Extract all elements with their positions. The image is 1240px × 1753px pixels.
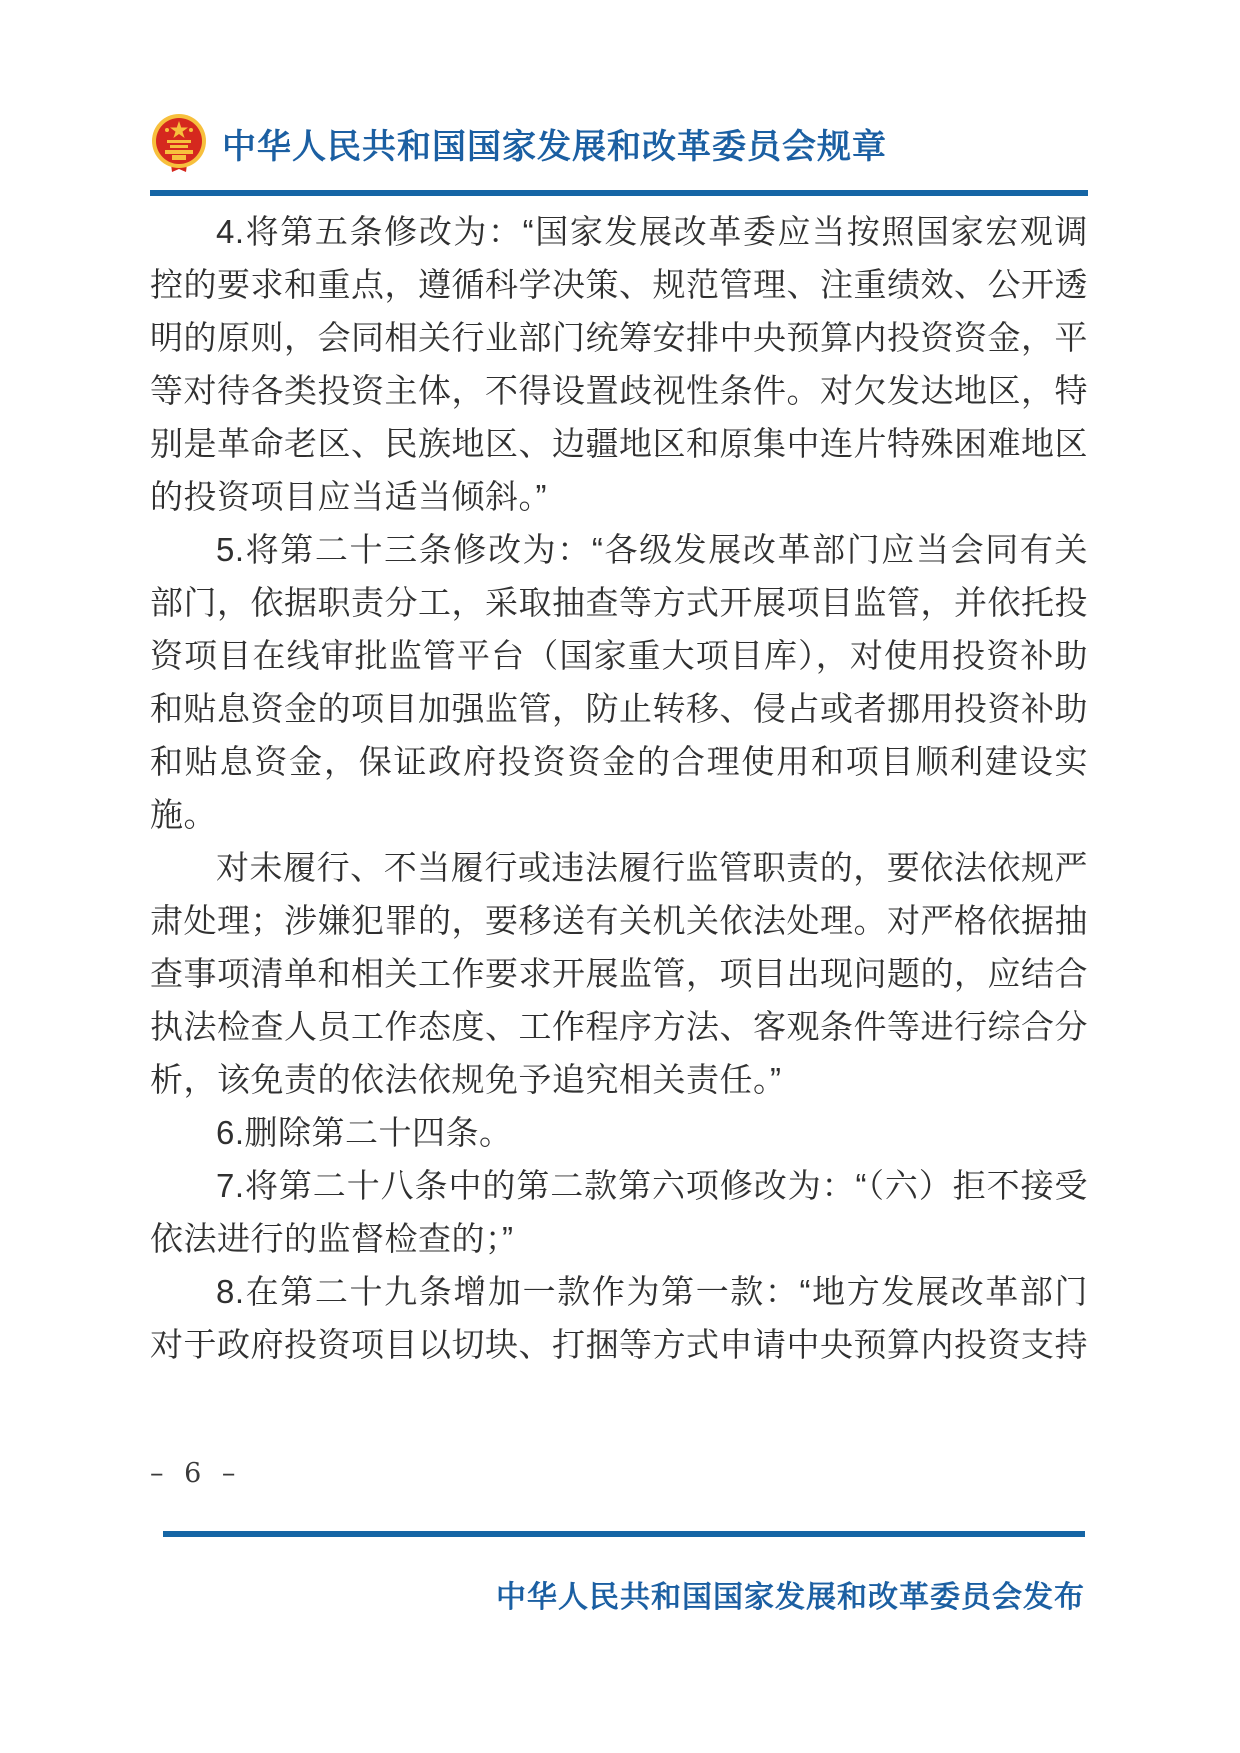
body-paragraph: 7.将第二十八条中的第二款第六项修改为：“（六）拒不接受依法进行的监督检查的；” [150, 1167, 1088, 1257]
page-number: – 6 – [150, 1458, 242, 1489]
document-body [150, 205, 1088, 1371]
footer-divider [163, 1531, 1085, 1537]
body-paragraph: 5.将第二十三条修改为：“各级发展改革部门应当会同有关部门，依据职责分工，采取抽查等方式开展项目监管，并依托投资项目在线审批监管平台（国家重大项目库），对使用投资补助和贴息资金的项目加强监管，防止转移、侵占或者挪用投资补助和贴息资金，保证政府投资资金的合理使用和项目顺利建设实施。 [150, 531, 1088, 833]
header-divider [150, 190, 1088, 196]
china-national-emblem-icon [150, 112, 208, 174]
body-paragraph: 8.在第二十九条增加一款作为第一款：“地方发展改革部门对于政府投资项目以切块、打捆等方式申请中央预算内投资支持 [150, 1273, 1088, 1363]
page-title: 中华人民共和国国家发展和改革委员会规章 [222, 127, 887, 166]
body-paragraph: 6.删除第二十四条。 [216, 1114, 513, 1151]
body-paragraph: 对未履行、不当履行或违法履行监管职责的，要依法依规严肃处理；涉嫌犯罪的，要移送有关机关依法处理。对严格依据抽查事项清单和相关工作要求开展监管，项目出现问题的，应结合执法检查人员工作态度、工作程序方法、客观条件等进行综合分析，该免责的依法依规免予追究相关责任。” [150, 849, 1088, 1098]
page-header [150, 112, 1088, 196]
footer-publisher: 中华人民共和国国家发展和改革委员会发布 [496, 1581, 1085, 1614]
body-paragraph: 4.将第五条修改为：“国家发展改革委应当按照国家宏观调控的要求和重点，遵循科学决策、规范管理、注重绩效、公开透明的原则，会同相关行业部门统筹安排中央预算内投资资金，平等对待各类投资主体，不得设置歧视性条件。对欠发达地区，特别是革命老区、民族地区、边疆地区和原集中连片特殊困难地区的投资项目应当适当倾斜。” [150, 213, 1088, 515]
